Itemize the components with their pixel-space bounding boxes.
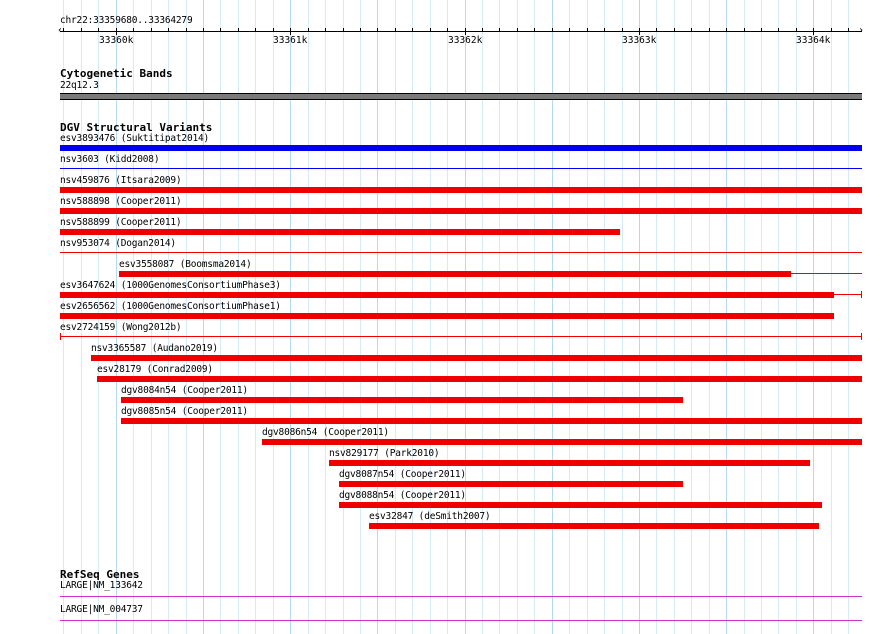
ruler-tick (430, 28, 431, 32)
dgv-variant-bar[interactable] (97, 376, 862, 382)
ruler-tick-label: 33364k (796, 35, 831, 46)
ruler-tick (81, 28, 82, 32)
ruler-tick (499, 28, 500, 32)
ruler-tick (587, 28, 588, 32)
ruler-axis-line (60, 31, 862, 32)
dgv-variant-bar[interactable] (339, 502, 822, 508)
ruler-right-arrow: › (858, 25, 864, 36)
dgv-variant-label: nsv459876 (Itsara2009) (60, 175, 182, 186)
ruler-tick (709, 28, 710, 32)
dgv-variant-label: esv2724159 (Wong2012b) (60, 322, 182, 333)
dgv-variant-label: dgv8084n54 (Cooper2011) (121, 385, 248, 396)
dgv-variant-label: esv2656562 (1000GenomesConsortiumPhase1) (60, 301, 281, 312)
dgv-track-title: DGV Structural Variants (60, 121, 213, 134)
dgv-variant-bar[interactable] (60, 187, 862, 193)
ruler-tick (482, 28, 483, 32)
dgv-variant-label: nsv588898 (Cooper2011) (60, 196, 182, 207)
ruler-tick-label: 33361k (273, 35, 308, 46)
ruler-tick (778, 28, 779, 32)
dgv-variant-bar[interactable] (60, 229, 620, 235)
dgv-variant-label: esv3647624 (1000GenomesConsortiumPhase3) (60, 280, 281, 291)
ruler-tick (133, 28, 134, 32)
dgv-variant-start-cap (60, 333, 61, 340)
ruler-tick (465, 28, 466, 35)
dgv-variant-bar[interactable] (119, 271, 791, 277)
dgv-variant-bar[interactable] (329, 460, 810, 466)
ruler-tick (325, 28, 326, 32)
ruler-tick (639, 28, 640, 35)
ruler-tick (831, 28, 832, 32)
ruler-tick (151, 28, 152, 32)
refseq-gene-line[interactable] (60, 596, 862, 597)
ruler-tick (744, 28, 745, 32)
ruler-tick (360, 28, 361, 32)
dgv-variant-end-cap (861, 291, 862, 298)
dgv-variant-bar[interactable] (60, 292, 834, 298)
dgv-variant-label: esv3893476 (Suktitipat2014) (60, 133, 210, 144)
dgv-variant-label: dgv8088n54 (Cooper2011) (339, 490, 466, 501)
ruler-tick (238, 28, 239, 32)
cytobands-track-title: Cytogenetic Bands (60, 67, 173, 80)
dgv-variant-label: nsv588899 (Cooper2011) (60, 217, 182, 228)
dgv-variant-label: dgv8086n54 (Cooper2011) (262, 427, 389, 438)
ruler-tick (186, 28, 187, 32)
ruler-tick (168, 28, 169, 32)
dgv-variant-bar[interactable] (121, 418, 862, 424)
refseq-gene-line[interactable] (60, 620, 862, 621)
dgv-variant-bar[interactable] (369, 523, 819, 529)
ruler-tick (534, 28, 535, 32)
ruler-tick (377, 28, 378, 32)
dgv-variant-bar[interactable] (91, 355, 862, 361)
dgv-variant-line[interactable] (60, 168, 862, 169)
dgv-variant-line[interactable] (60, 336, 862, 337)
ruler-tick (63, 28, 64, 32)
dgv-variant-bar[interactable] (262, 439, 862, 445)
ruler-tick (255, 28, 256, 32)
ruler-tick (813, 28, 814, 35)
ruler-tick (726, 28, 727, 32)
ruler-tick (656, 28, 657, 32)
cytoband-bar[interactable] (60, 93, 862, 100)
ruler-tick (552, 28, 553, 32)
dgv-variant-line[interactable] (834, 294, 862, 295)
dgv-variant-label: esv32847 (deSmith2007) (369, 511, 491, 522)
ruler-tick (220, 28, 221, 32)
ruler-tick (395, 28, 396, 32)
ruler-tick (273, 28, 274, 32)
dgv-variant-bar[interactable] (339, 481, 683, 487)
ruler-tick (761, 28, 762, 32)
ruler-tick (116, 28, 117, 35)
dgv-variant-label: nsv3603 (Kidd2008) (60, 154, 160, 165)
refseq-track-title: RefSeq Genes (60, 568, 140, 581)
dgv-variant-end-cap (861, 333, 862, 340)
ruler-tick (848, 28, 849, 32)
dgv-variant-label: nsv3365587 (Audano2019) (91, 343, 218, 354)
ruler-tick (691, 28, 692, 32)
dgv-variant-label: dgv8087n54 (Cooper2011) (339, 469, 466, 480)
ruler-tick (604, 28, 605, 32)
cytoband-label: 22q12.3 (60, 80, 99, 91)
ruler-tick (290, 28, 291, 35)
ruler-tick (796, 28, 797, 32)
refseq-gene-label: LARGE|NM_133642 (60, 580, 143, 591)
ruler-location: chr22:33359680..33364279 (60, 15, 193, 26)
dgv-variant-bar[interactable] (60, 145, 862, 151)
ruler-tick-label: 33360k (99, 35, 134, 46)
dgv-variant-label: esv3558087 (Boomsma2014) (119, 259, 252, 270)
ruler-tick (203, 28, 204, 32)
refseq-gene-label: LARGE|NM_004737 (60, 604, 143, 615)
ruler-tick (308, 28, 309, 32)
ruler-left-arrow: ‹ (57, 25, 63, 36)
dgv-variant-label: dgv8085n54 (Cooper2011) (121, 406, 248, 417)
dgv-variant-line[interactable] (60, 252, 862, 253)
ruler-tick (622, 28, 623, 32)
ruler-tick (447, 28, 448, 32)
dgv-variant-bar[interactable] (121, 397, 683, 403)
ruler-tick-label: 33362k (448, 35, 483, 46)
ruler-tick-label: 33363k (622, 35, 657, 46)
ruler-tick (412, 28, 413, 32)
dgv-variant-label: nsv953074 (Dogan2014) (60, 238, 176, 249)
dgv-variant-bar[interactable] (60, 208, 862, 214)
dgv-variant-bar[interactable] (60, 313, 834, 319)
dgv-variant-label: nsv829177 (Park2010) (329, 448, 440, 459)
ruler-tick (517, 28, 518, 32)
dgv-variant-label: esv28179 (Conrad2009) (97, 364, 213, 375)
ruler-tick (343, 28, 344, 32)
ruler-tick (674, 28, 675, 32)
ruler-tick (569, 28, 570, 32)
dgv-variant-line[interactable] (791, 273, 862, 274)
ruler-tick (98, 28, 99, 32)
